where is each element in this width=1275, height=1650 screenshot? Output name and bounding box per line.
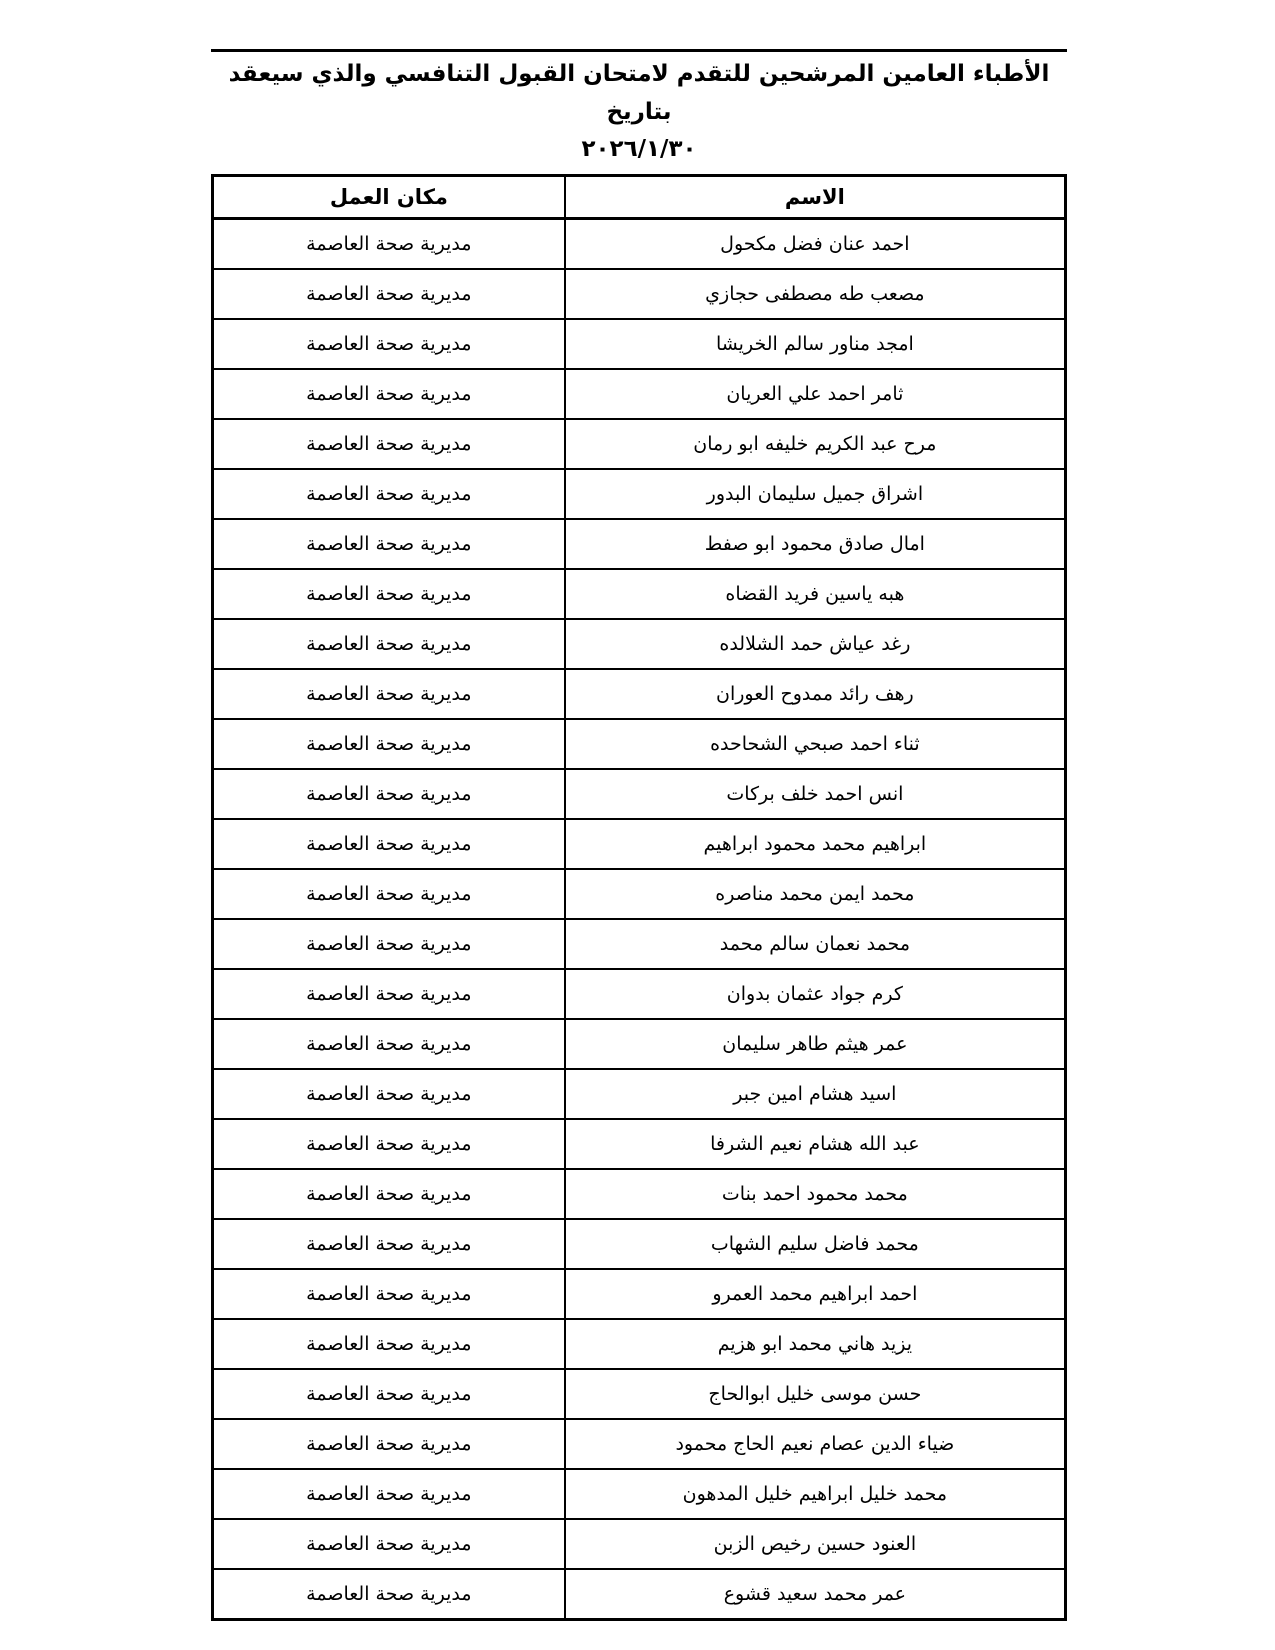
table-row [213, 1269, 1066, 1319]
workplace-cell: مديرية صحة العاصمة [213, 869, 565, 919]
name-cell: احمد عنان فضل مكحول [565, 219, 1066, 270]
name-cell: رغد عياش حمد الشلالده [565, 619, 1066, 669]
table-row [213, 419, 1066, 469]
table-row [213, 319, 1066, 369]
table-row [213, 1019, 1066, 1069]
table-row [213, 1069, 1066, 1119]
name-cell: اشراق جميل سليمان البدور [565, 469, 1066, 519]
table-row [213, 619, 1066, 669]
name-cell: يزيد هاني محمد ابو هزيم [565, 1319, 1066, 1369]
table-row [213, 1119, 1066, 1169]
name-cell: محمد ايمن محمد مناصره [565, 869, 1066, 919]
table-row [213, 469, 1066, 519]
table-row [213, 819, 1066, 869]
table-row [213, 569, 1066, 619]
name-cell: العنود حسين رخيص الزبن [565, 1519, 1066, 1569]
name-cell: كرم جواد عثمان بدوان [565, 969, 1066, 1019]
table-row [213, 919, 1066, 969]
table-row [213, 1419, 1066, 1469]
name-cell: امجد مناور سالم الخريشا [565, 319, 1066, 369]
name-cell: عمر هيثم طاهر سليمان [565, 1019, 1066, 1069]
name-cell: اسيد هشام امين جبر [565, 1069, 1066, 1119]
table-row [213, 719, 1066, 769]
table-row [213, 669, 1066, 719]
workplace-cell: مديرية صحة العاصمة [213, 769, 565, 819]
workplace-cell: مديرية صحة العاصمة [213, 269, 565, 319]
workplace-cell: مديرية صحة العاصمة [213, 1369, 565, 1419]
name-cell: ابراهيم محمد محمود ابراهيم [565, 819, 1066, 869]
workplace-cell: مديرية صحة العاصمة [213, 969, 565, 1019]
name-cell: محمد فاضل سليم الشهاب [565, 1219, 1066, 1269]
name-cell: احمد ابراهيم محمد العمرو [565, 1269, 1066, 1319]
column-header-name: الاسم [565, 176, 1066, 219]
workplace-cell: مديرية صحة العاصمة [213, 1269, 565, 1319]
table-row [213, 269, 1066, 319]
workplace-cell: مديرية صحة العاصمة [213, 219, 565, 270]
workplace-cell: مديرية صحة العاصمة [213, 319, 565, 369]
table-row [213, 519, 1066, 569]
workplace-cell: مديرية صحة العاصمة [213, 1169, 565, 1219]
name-cell: امال صادق محمود ابو صفط [565, 519, 1066, 569]
table-row [213, 769, 1066, 819]
workplace-cell: مديرية صحة العاصمة [213, 819, 565, 869]
name-cell: حسن موسى خليل ابوالحاج [565, 1369, 1066, 1419]
table-row [213, 1519, 1066, 1569]
candidates-table [211, 174, 1067, 1621]
name-cell: رهف رائد ممدوح العوران [565, 669, 1066, 719]
table-row [213, 1369, 1066, 1419]
column-header-workplace: مكان العمل [213, 176, 565, 219]
name-cell: عمر محمد سعيد قشوع [565, 1569, 1066, 1620]
workplace-cell: مديرية صحة العاصمة [213, 1319, 565, 1369]
document-title: الأطباء العامين المرشحين للتقدم لامتحان القبول التنافسي والذي سيعقد بتاريخ [211, 49, 1067, 131]
workplace-cell: مديرية صحة العاصمة [213, 519, 565, 569]
name-cell: ثامر احمد علي العريان [565, 369, 1066, 419]
workplace-cell: مديرية صحة العاصمة [213, 569, 565, 619]
workplace-cell: مديرية صحة العاصمة [213, 619, 565, 669]
document-content [211, 49, 1067, 1621]
name-cell: ثناء احمد صبحي الشحاحده [565, 719, 1066, 769]
table-row [213, 369, 1066, 419]
table-row [213, 1469, 1066, 1519]
workplace-cell: مديرية صحة العاصمة [213, 719, 565, 769]
workplace-cell: مديرية صحة العاصمة [213, 1219, 565, 1269]
workplace-cell: مديرية صحة العاصمة [213, 919, 565, 969]
table-row [213, 1169, 1066, 1219]
table-row [213, 1319, 1066, 1369]
name-cell: هبه ياسين فريد القضاه [565, 569, 1066, 619]
table-row [213, 1569, 1066, 1620]
workplace-cell: مديرية صحة العاصمة [213, 1019, 565, 1069]
name-cell: ضياء الدين عصام نعيم الحاج محمود [565, 1419, 1066, 1469]
workplace-cell: مديرية صحة العاصمة [213, 1419, 565, 1469]
name-cell: محمد محمود احمد بنات [565, 1169, 1066, 1219]
table-header-row [213, 176, 1066, 219]
table-body [213, 219, 1066, 1620]
workplace-cell: مديرية صحة العاصمة [213, 669, 565, 719]
workplace-cell: مديرية صحة العاصمة [213, 1069, 565, 1119]
table-row [213, 869, 1066, 919]
name-cell: محمد نعمان سالم محمد [565, 919, 1066, 969]
workplace-cell: مديرية صحة العاصمة [213, 469, 565, 519]
name-cell: محمد خليل ابراهيم خليل المدهون [565, 1469, 1066, 1519]
name-cell: مرح عبد الكريم خليفه ابو رمان [565, 419, 1066, 469]
workplace-cell: مديرية صحة العاصمة [213, 369, 565, 419]
name-cell: انس احمد خلف بركات [565, 769, 1066, 819]
workplace-cell: مديرية صحة العاصمة [213, 1119, 565, 1169]
table-row [213, 1219, 1066, 1269]
table-row [213, 219, 1066, 270]
document-title-date: ٢٠٢٦/١/٣٠ [581, 136, 697, 162]
workplace-cell: مديرية صحة العاصمة [213, 1569, 565, 1620]
workplace-cell: مديرية صحة العاصمة [213, 1469, 565, 1519]
workplace-cell: مديرية صحة العاصمة [213, 419, 565, 469]
table-row [213, 969, 1066, 1019]
name-cell: مصعب طه مصطفى حجازي [565, 269, 1066, 319]
name-cell: عبد الله هشام نعيم الشرفا [565, 1119, 1066, 1169]
workplace-cell: مديرية صحة العاصمة [213, 1519, 565, 1569]
